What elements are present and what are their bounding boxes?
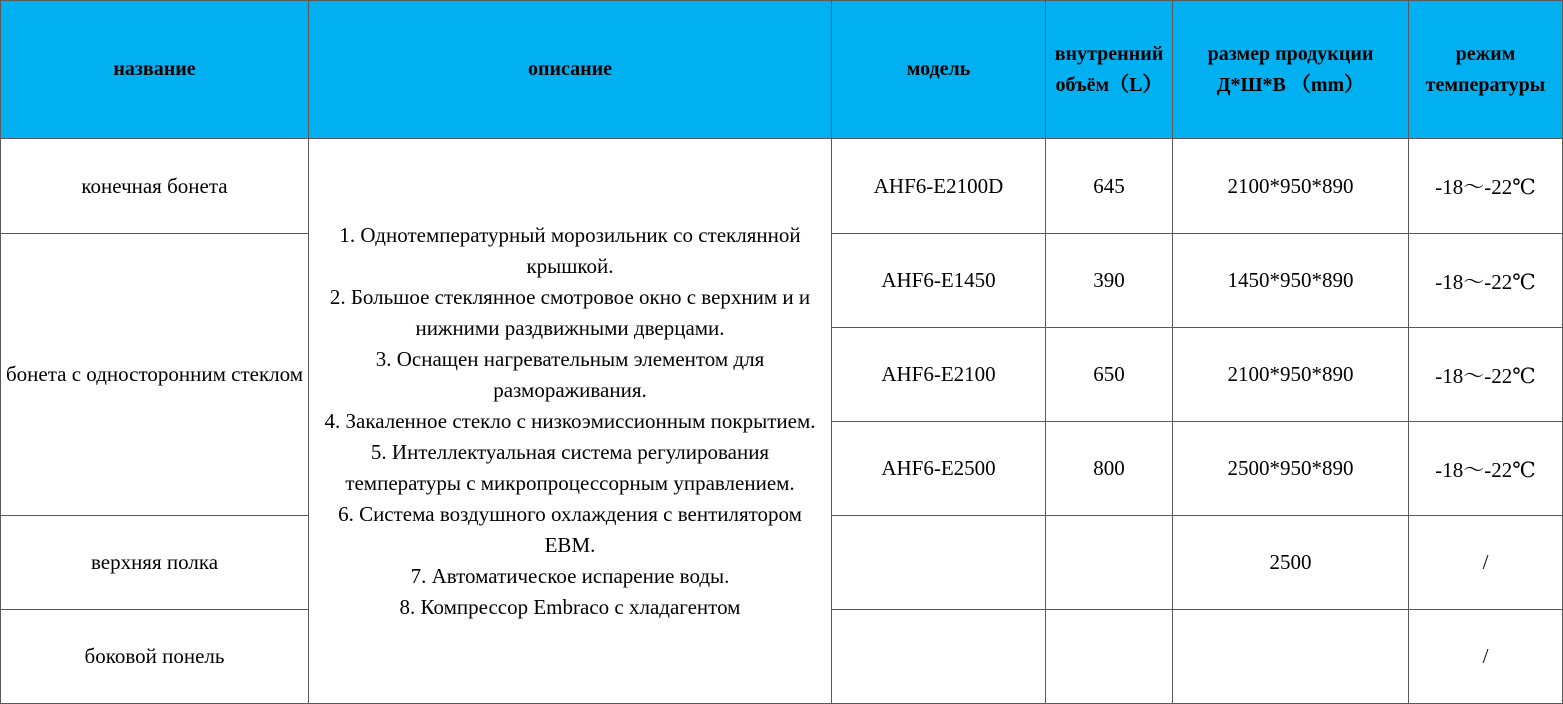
- cell-temperature: -18～-22℃: [1409, 422, 1563, 516]
- cell-model: AHF6-E2100D: [832, 139, 1046, 234]
- header-row: [1, 1, 1563, 139]
- cell-size: 2500*950*890: [1173, 422, 1409, 516]
- cell-size: 2100*950*890: [1173, 139, 1409, 234]
- header-name: название: [1, 1, 309, 139]
- header-model: модель: [832, 1, 1046, 139]
- cell-volume: [1046, 610, 1173, 704]
- cell-name: бонета с односторонним стеклом: [1, 234, 309, 516]
- cell-model: AHF6-E1450: [832, 234, 1046, 328]
- cell-size: 2500: [1173, 516, 1409, 610]
- cell-volume: 645: [1046, 139, 1173, 234]
- header-volume: внутренний объём（L）: [1046, 1, 1173, 139]
- cell-model: [832, 516, 1046, 610]
- cell-name: верхняя полка: [1, 516, 309, 610]
- cell-temperature: -18～-22℃: [1409, 234, 1563, 328]
- cell-volume: 390: [1046, 234, 1173, 328]
- header-size: размер продукции Д*Ш*В （mm）: [1173, 1, 1409, 139]
- cell-temperature: -18～-22℃: [1409, 139, 1563, 234]
- header-description: описание: [309, 1, 832, 139]
- header-temperature: режим температуры: [1409, 1, 1563, 139]
- table-row: [1, 139, 1563, 234]
- cell-model: [832, 610, 1046, 704]
- cell-name: боковой понель: [1, 610, 309, 704]
- cell-temperature: /: [1409, 516, 1563, 610]
- cell-size: 1450*950*890: [1173, 234, 1409, 328]
- cell-size: [1173, 610, 1409, 704]
- cell-temperature: /: [1409, 610, 1563, 704]
- cell-model: AHF6-E2500: [832, 422, 1046, 516]
- cell-name: конечная бонета: [1, 139, 309, 234]
- cell-volume: 650: [1046, 328, 1173, 422]
- cell-description: 1. Однотемпературный морозильник со стеклянной крышкой. 2. Большое стеклянное смотровое окно с верхним и и нижними раздвижными дверцами. 3. Оснащен нагревательным элементом для размораживания. 4. Закаленное стекло с низкоэмиссионным покрытием. 5. Интеллектуальная система регулирования температуры с микропроцессорным управлением. 6. Система воздушного охлаждения с вентилятором EBM. 7. Автоматическое испарение воды. 8. Компрессор Embraco с хладагентом: [309, 139, 832, 704]
- cell-volume: [1046, 516, 1173, 610]
- cell-volume: 800: [1046, 422, 1173, 516]
- cell-size: 2100*950*890: [1173, 328, 1409, 422]
- cell-temperature: -18～-22℃: [1409, 328, 1563, 422]
- cell-model: AHF6-E2100: [832, 328, 1046, 422]
